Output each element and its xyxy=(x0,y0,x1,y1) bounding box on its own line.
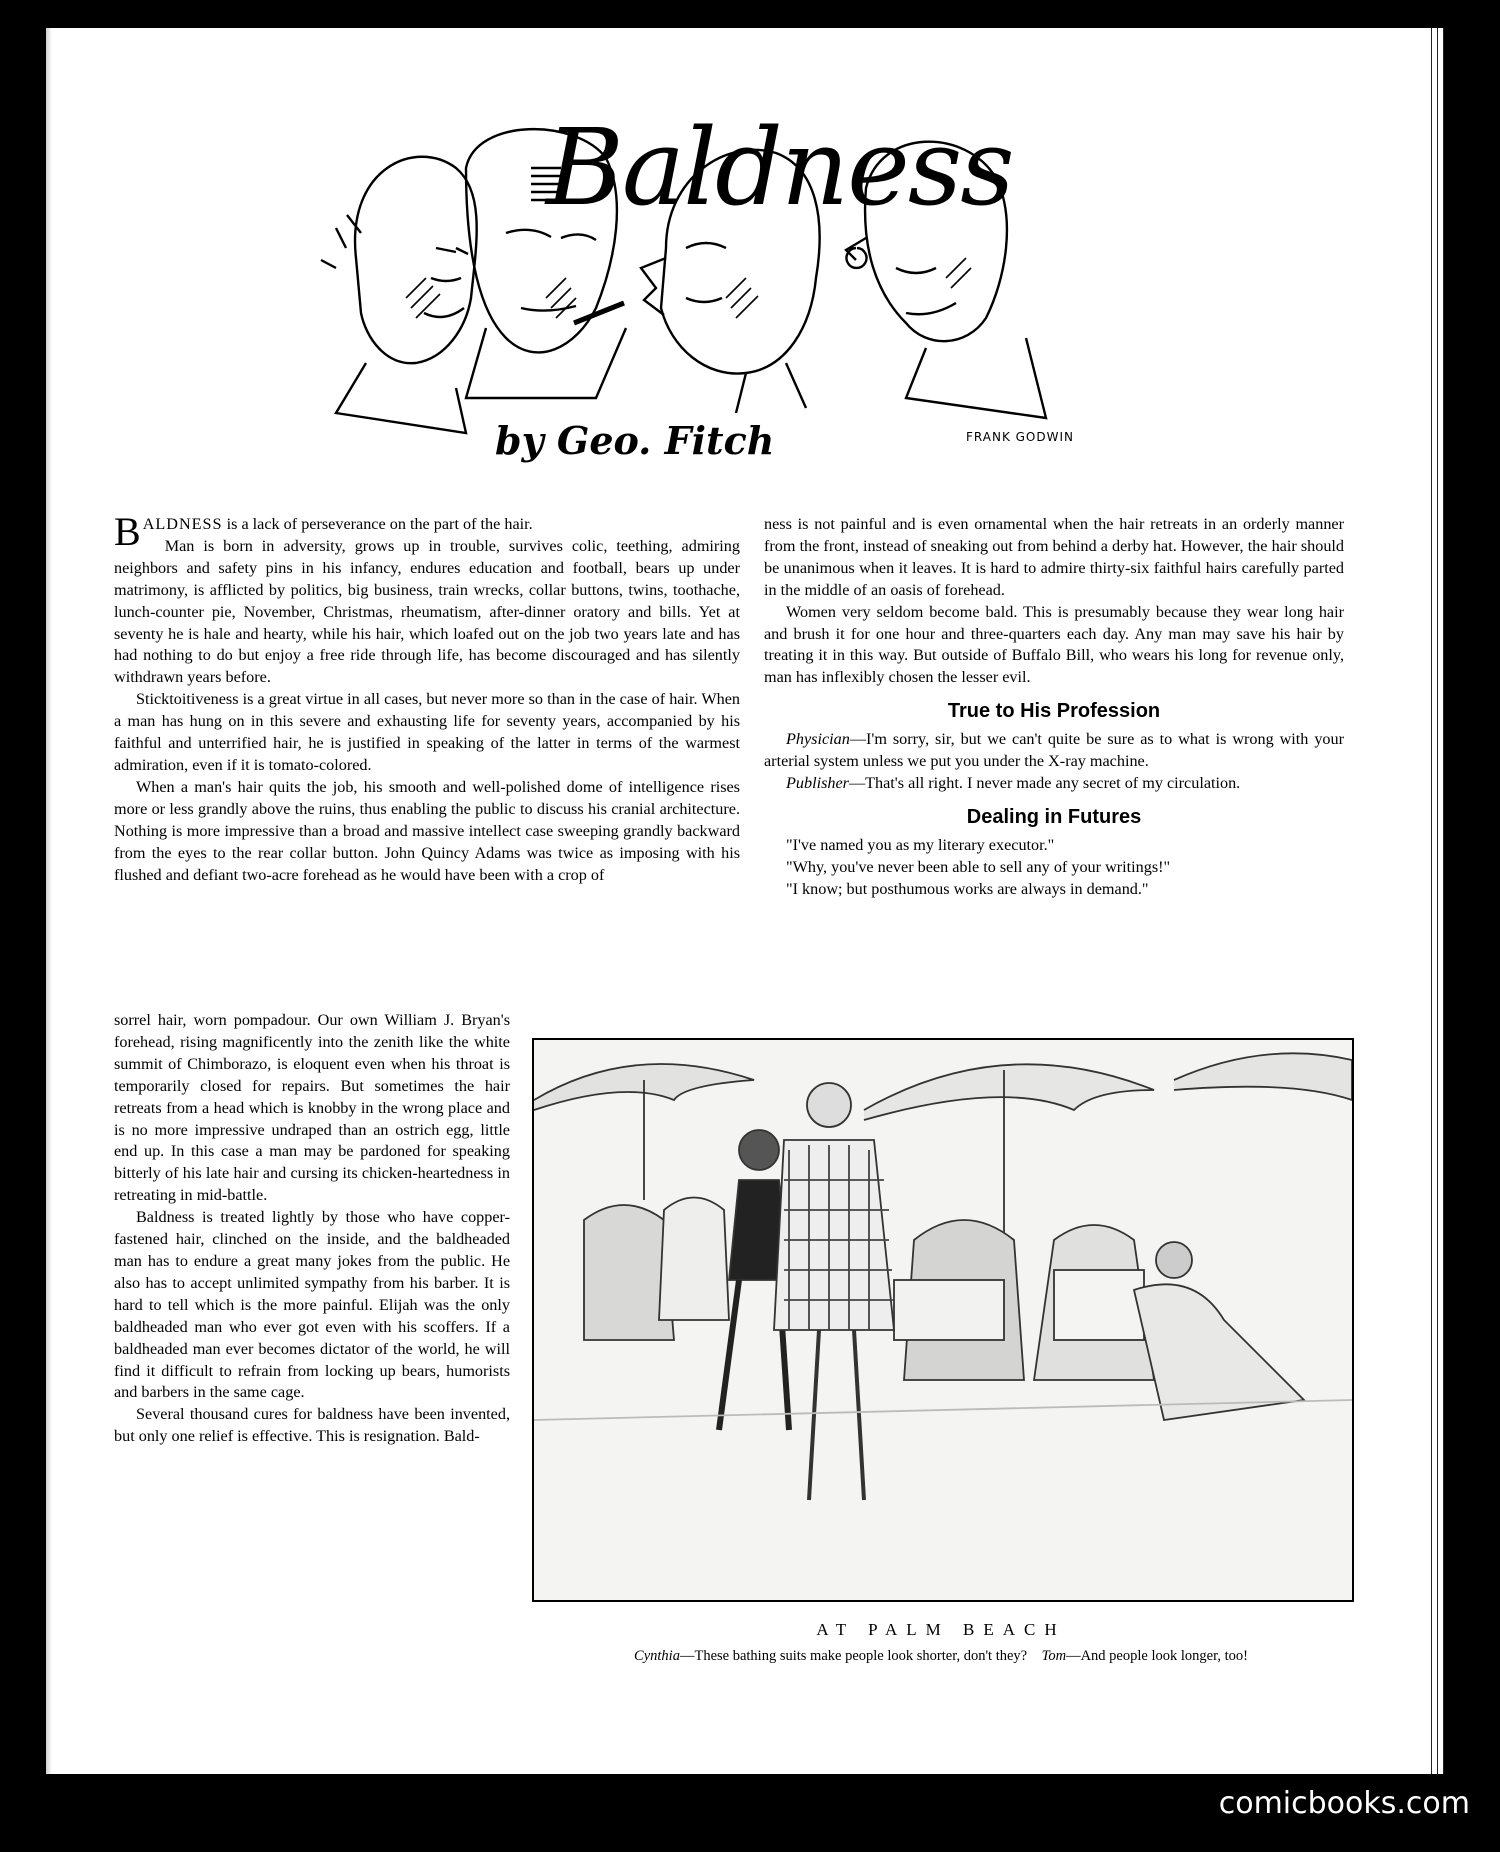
joke1-line1-text: —I'm sorry, sir, but we can't quite be sure as to what is wrong with your arterial system unless we put you under the X-ray machine. xyxy=(764,730,1344,771)
paragraph-6: Women very seldom become bald. This is presumably because they wear long hair and brush it for one hour and three-quarters each day. Any man may save his hair by treating it in this way. But outside of Buffalo Bill, who wears his long for revenue only, man has inflexibly chosen the lesser evil. xyxy=(764,602,1344,687)
joke1-line2-text: —That's all right. I never made any secret of my circulation. xyxy=(848,773,1241,792)
joke2-heading: Dealing in Futures xyxy=(966,805,1142,828)
lead-sentence: is a lack of perseverance on the part of the hair. xyxy=(222,515,533,533)
cartoon-line2: —And people look longer, too! xyxy=(1066,1648,1248,1664)
joke1-speaker2: Publisher xyxy=(786,773,849,792)
paragraph-2: Sticktoitiveness is a great virtue in all cases, but never more so than in the case of hair. When a man has hung on in this severe and exhausting life for seventy years, accompanied by his faithful and unterrified hair, he is justified in speaking of the latter in terms of the warmest admiration, even if it is tomato-colored. xyxy=(114,690,740,774)
magazine-page xyxy=(46,28,1444,1774)
left-narrow-column xyxy=(114,1010,510,1448)
joke2-quote3: "I know; but posthumous works are always in demand." xyxy=(786,879,1149,898)
watermark: comicbooks.com xyxy=(1218,1786,1470,1821)
paragraph-3b: sorrel hair, worn pompadour. Our own William J. Bryan's forehead, rising magnificently into the zenith like the white summit of Chimborazo, is eloquent even when his throat is temporarily closed for repairs. But sometimes the hair retreats from a head which is knobby in the wrong place and is no more impressive undraped than an ostrich egg, little end up. In this case a man may be pardoned for speaking bitterly of his late hair and cursing its chicken-heartedness in retreating in mid-battle. xyxy=(114,1011,510,1205)
artist-signature: FRANK GODWIN xyxy=(966,430,1074,444)
cartoon-caption-dialogue xyxy=(532,1648,1350,1665)
cartoon-caption-title: AT PALM BEACH xyxy=(816,1620,1066,1639)
right-column xyxy=(764,514,1344,901)
joke2-quote2: "Why, you've never been able to sell any of your writings!" xyxy=(786,857,1171,876)
paragraph-5: Several thousand cures for baldness have been invented, but only one relief is effective. This is resignation. Bald- xyxy=(114,1405,510,1446)
drop-cap: B xyxy=(114,509,141,554)
page-stack-edge xyxy=(1428,28,1444,1774)
joke1-line2 xyxy=(764,773,1344,795)
cartoon-speaker1: Cynthia xyxy=(634,1648,680,1664)
left-column xyxy=(114,509,740,1009)
paragraph-3a: When a man's hair quits the job, his smooth and well-polished dome of intelligence rises more or less grandly above the ruins, thus enabling the public to discuss his cranial architecture. Nothing is more impressive than a broad and massive intellect case sweeping grandly backward from the eyes to the rear collar button. John Quincy Adams was twice as imposing with his flushed and defiant two-acre forehead as he would have been with a crop of xyxy=(114,777,740,884)
byline: by Geo. Fitch xyxy=(495,418,775,463)
lead-small-caps: ALDNESS xyxy=(142,515,223,533)
joke1-heading: True to His Profession xyxy=(947,700,1161,723)
paragraph-5-continued: ness is not painful and is even ornamental when the hair retreats in an orderly manner from the front, instead of sneaking out from behind a derby hat. However, the hair should be unanimous when it leaves. It is hard to admire thirty-six faithful hairs carefully parted in the middle of an oasis of forehead. xyxy=(764,515,1344,599)
paragraph-1: Man is born in adversity, grows up in trouble, survives colic, teething, admiring neighbors and safety pins in his infancy, endures education and football, bears up under matrimony, is afflicted by politics, big business, train wrecks, collar buttons, twins, toothache, lunch-counter pie, November, Christmas, rheumatism, after-dinner oratory and bills. Yet at seventy he is hale and hearty, while his hair, which loafed out on the job two years late and has had nothing to do but enjoy a free ride through life, has become discouraged and has silently withdrawn years before. xyxy=(114,536,740,687)
joke1-line1 xyxy=(764,729,1344,773)
beach-scene-drawing xyxy=(534,1040,1352,1600)
article-title: Baldness xyxy=(546,106,1013,229)
cartoon-line1: —These bathing suits make people look shorter, don't they? xyxy=(679,1648,1028,1664)
paragraph-4: Baldness is treated lightly by those who have copper-fastened hair, clinched on the inside, and the baldheaded man has to endure a great many jokes from the public. He also has to accept unlimited sympathy from his barber. It is hard to tell which is the more painful. Elijah was the only baldheaded man who ever got even with his scoffers. If a baldheaded man ever becomes dictator of the world, he will find it difficult to refrain from locking up bears, humorists and barbers in the same cage. xyxy=(114,1208,510,1402)
cartoon-speaker2: Tom xyxy=(1041,1648,1067,1664)
joke1-speaker1: Physician xyxy=(786,730,850,749)
palm-beach-cartoon xyxy=(532,1038,1354,1602)
joke2-quote1: "I've named you as my literary executor." xyxy=(786,835,1055,854)
page-fold-shadow xyxy=(46,28,52,1774)
